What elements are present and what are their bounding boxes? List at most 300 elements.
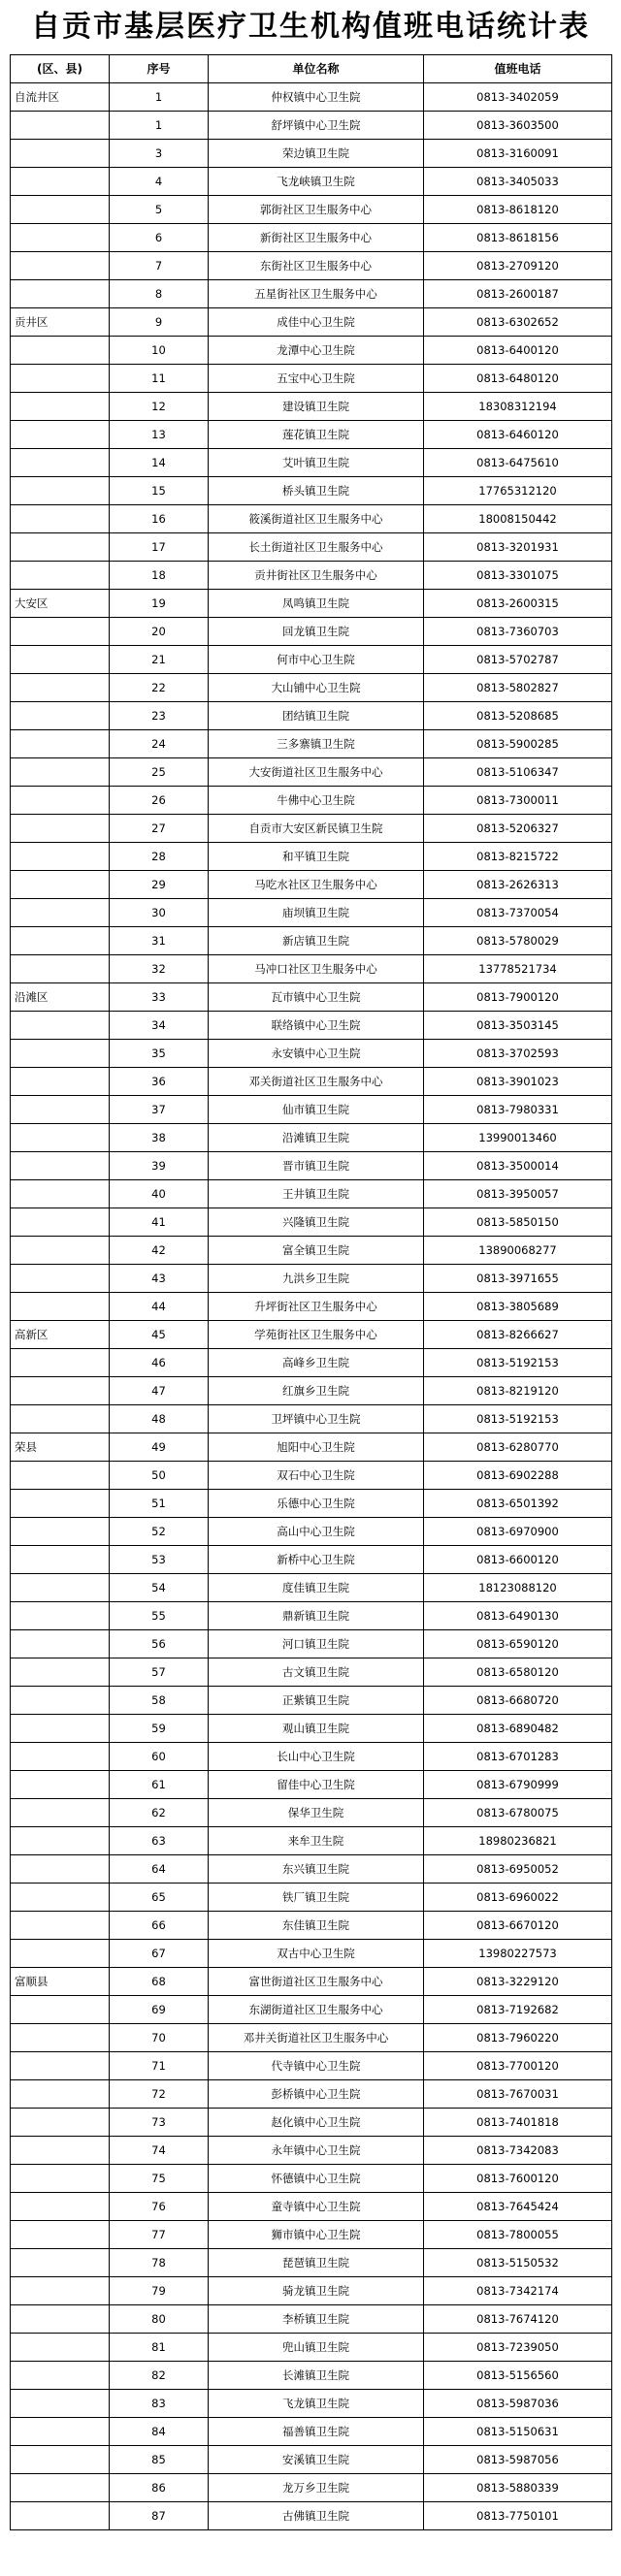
district-cell xyxy=(11,1040,110,1068)
district-cell xyxy=(11,2024,110,2052)
number-cell: 15 xyxy=(110,477,209,505)
number-cell: 54 xyxy=(110,1574,209,1602)
phone-cell: 0813-5987036 xyxy=(424,2390,612,2418)
table-row xyxy=(11,955,612,983)
number-cell: 35 xyxy=(110,1040,209,1068)
unit-name-cell: 晋市镇卫生院 xyxy=(209,1152,424,1180)
document-title: 自贡市基层医疗卫生机构值班电话统计表 xyxy=(31,10,590,44)
number-cell: 20 xyxy=(110,618,209,646)
unit-name-cell: 铁厂镇卫生院 xyxy=(209,1884,424,1912)
number-cell: 71 xyxy=(110,2052,209,2080)
table-row xyxy=(11,815,612,843)
unit-name-cell: 东兴镇卫生院 xyxy=(209,1855,424,1884)
unit-name-cell: 三多寨镇卫生院 xyxy=(209,730,424,758)
district-cell xyxy=(11,871,110,899)
district-cell xyxy=(11,2193,110,2221)
phone-cell: 0813-7800055 xyxy=(424,2221,612,2249)
district-cell xyxy=(11,2109,110,2137)
number-cell: 45 xyxy=(110,1321,209,1349)
number-cell: 64 xyxy=(110,1855,209,1884)
table-row xyxy=(11,2249,612,2277)
table-row xyxy=(11,1180,612,1208)
number-cell: 16 xyxy=(110,505,209,533)
number-cell: 8 xyxy=(110,280,209,308)
phone-cell: 0813-7600120 xyxy=(424,2165,612,2193)
table-row xyxy=(11,2277,612,2305)
phone-cell: 0813-7300011 xyxy=(424,787,612,815)
unit-name-cell: 龙万乡卫生院 xyxy=(209,2474,424,2502)
phone-cell: 13980227573 xyxy=(424,1940,612,1968)
unit-name-cell: 九洪乡卫生院 xyxy=(209,1265,424,1293)
unit-name-cell: 马冲口社区卫生服务中心 xyxy=(209,955,424,983)
phone-cell: 0813-6480120 xyxy=(424,365,612,393)
table-row xyxy=(11,2137,612,2165)
district-cell xyxy=(11,1096,110,1124)
district-cell xyxy=(11,1124,110,1152)
district-cell xyxy=(11,1068,110,1096)
unit-name-cell: 马吃水社区卫生服务中心 xyxy=(209,871,424,899)
unit-name-cell: 正紫镇卫生院 xyxy=(209,1687,424,1715)
number-cell: 41 xyxy=(110,1208,209,1237)
unit-name-cell: 长滩镇卫生院 xyxy=(209,2362,424,2390)
table-row xyxy=(11,646,612,674)
number-cell: 70 xyxy=(110,2024,209,2052)
phone-cell: 0813-7370054 xyxy=(424,899,612,927)
unit-name-cell: 新街社区卫生服务中心 xyxy=(209,224,424,252)
table-row xyxy=(11,1799,612,1827)
table-row xyxy=(11,843,612,871)
unit-name-cell: 学苑街社区卫生服务中心 xyxy=(209,1321,424,1349)
unit-name-cell: 五宝中心卫生院 xyxy=(209,365,424,393)
number-cell: 60 xyxy=(110,1743,209,1771)
phone-cell: 0813-7700120 xyxy=(424,2052,612,2080)
district-cell xyxy=(11,280,110,308)
district-cell xyxy=(11,1799,110,1827)
number-cell: 65 xyxy=(110,1884,209,1912)
number-cell: 56 xyxy=(110,1630,209,1658)
unit-name-cell: 狮市镇中心卫生院 xyxy=(209,2221,424,2249)
number-cell: 63 xyxy=(110,1827,209,1855)
phone-cell: 0813-6680720 xyxy=(424,1687,612,1715)
table-row xyxy=(11,337,612,365)
phone-cell: 0813-6280770 xyxy=(424,1433,612,1462)
phone-cell: 0813-6400120 xyxy=(424,337,612,365)
phone-cell: 0813-5900285 xyxy=(424,730,612,758)
unit-name-cell: 代寺镇中心卫生院 xyxy=(209,2052,424,2080)
unit-name-cell: 郭街社区卫生服务中心 xyxy=(209,196,424,224)
table-row xyxy=(11,449,612,477)
district-cell xyxy=(11,196,110,224)
phone-cell: 0813-5156560 xyxy=(424,2362,612,2390)
phone-cell: 0813-3603500 xyxy=(424,112,612,140)
unit-name-cell: 凤鸣镇卫生院 xyxy=(209,590,424,618)
phone-cell: 0813-3702593 xyxy=(424,1040,612,1068)
district-cell xyxy=(11,2390,110,2418)
table-row xyxy=(11,899,612,927)
district-cell xyxy=(11,1012,110,1040)
phone-cell: 0813-5150532 xyxy=(424,2249,612,2277)
district-cell xyxy=(11,562,110,590)
district-cell xyxy=(11,140,110,168)
unit-name-cell: 赵化镇中心卫生院 xyxy=(209,2109,424,2137)
district-cell xyxy=(11,1574,110,1602)
district-cell xyxy=(11,1265,110,1293)
district-cell xyxy=(11,899,110,927)
phone-cell: 0813-8266627 xyxy=(424,1321,612,1349)
unit-name-cell: 联络镇中心卫生院 xyxy=(209,1012,424,1040)
unit-name-cell: 艾叶镇卫生院 xyxy=(209,449,424,477)
unit-name-cell: 新桥中心卫生院 xyxy=(209,1546,424,1574)
table-row xyxy=(11,1293,612,1321)
number-cell: 26 xyxy=(110,787,209,815)
number-cell: 83 xyxy=(110,2390,209,2418)
table-row xyxy=(11,1405,612,1433)
table-row xyxy=(11,1884,612,1912)
unit-name-cell: 古佛镇卫生院 xyxy=(209,2502,424,2530)
table-row xyxy=(11,2109,612,2137)
number-cell: 57 xyxy=(110,1658,209,1687)
phone-cell: 0813-3301075 xyxy=(424,562,612,590)
unit-name-cell: 庙坝镇卫生院 xyxy=(209,899,424,927)
unit-name-cell: 来牟卫生院 xyxy=(209,1827,424,1855)
phone-cell: 0813-5802827 xyxy=(424,674,612,702)
number-cell: 52 xyxy=(110,1518,209,1546)
unit-name-cell: 莲花镇卫生院 xyxy=(209,421,424,449)
unit-name-cell: 飞龙镇卫生院 xyxy=(209,2390,424,2418)
table-row xyxy=(11,1377,612,1405)
unit-name-cell: 荣边镇卫生院 xyxy=(209,140,424,168)
phone-cell: 0813-3805689 xyxy=(424,1293,612,1321)
unit-name-cell: 新店镇卫生院 xyxy=(209,927,424,955)
number-cell: 28 xyxy=(110,843,209,871)
number-cell: 78 xyxy=(110,2249,209,2277)
unit-name-cell: 升坪街社区卫生服务中心 xyxy=(209,1293,424,1321)
district-cell xyxy=(11,1518,110,1546)
number-cell: 86 xyxy=(110,2474,209,2502)
unit-name-cell: 长土街道社区卫生服务中心 xyxy=(209,533,424,562)
unit-name-cell: 沿滩镇卫生院 xyxy=(209,1124,424,1152)
table-row xyxy=(11,365,612,393)
district-cell: 高新区 xyxy=(11,1321,110,1349)
number-cell: 24 xyxy=(110,730,209,758)
phone-cell: 0813-7342083 xyxy=(424,2137,612,2165)
district-cell xyxy=(11,112,110,140)
number-cell: 25 xyxy=(110,758,209,787)
table-row xyxy=(11,927,612,955)
number-cell: 79 xyxy=(110,2277,209,2305)
phone-cell: 0813-3160091 xyxy=(424,140,612,168)
number-cell: 31 xyxy=(110,927,209,955)
district-cell xyxy=(11,2277,110,2305)
unit-name-cell: 骑龙镇卫生院 xyxy=(209,2277,424,2305)
phone-cell: 0813-3901023 xyxy=(424,1068,612,1096)
district-cell xyxy=(11,2474,110,2502)
unit-name-cell: 牛佛中心卫生院 xyxy=(209,787,424,815)
phone-cell: 0813-5150631 xyxy=(424,2418,612,2446)
table-row xyxy=(11,1462,612,1490)
unit-name-cell: 永安镇中心卫生院 xyxy=(209,1040,424,1068)
header-unit-name: 单位名称 xyxy=(209,55,424,83)
table-row xyxy=(11,477,612,505)
phone-cell: 0813-6902288 xyxy=(424,1462,612,1490)
table-row xyxy=(11,2221,612,2249)
district-cell xyxy=(11,1152,110,1180)
district-cell xyxy=(11,1996,110,2024)
phone-cell: 0813-7900120 xyxy=(424,983,612,1012)
table-row xyxy=(11,1968,612,1996)
number-cell: 36 xyxy=(110,1068,209,1096)
district-cell xyxy=(11,1912,110,1940)
phone-cell: 0813-6780075 xyxy=(424,1799,612,1827)
table-row xyxy=(11,2334,612,2362)
table-row xyxy=(11,2502,612,2530)
table-row xyxy=(11,83,612,112)
unit-name-cell: 度佳镇卫生院 xyxy=(209,1574,424,1602)
table-row xyxy=(11,2024,612,2052)
phone-cell: 0813-6501392 xyxy=(424,1490,612,1518)
district-cell xyxy=(11,1180,110,1208)
number-cell: 21 xyxy=(110,646,209,674)
district-cell: 富顺县 xyxy=(11,1968,110,1996)
district-cell xyxy=(11,1771,110,1799)
number-cell: 32 xyxy=(110,955,209,983)
table-row xyxy=(11,1940,612,1968)
district-cell xyxy=(11,1855,110,1884)
unit-name-cell: 红旗乡卫生院 xyxy=(209,1377,424,1405)
number-cell: 6 xyxy=(110,224,209,252)
district-cell xyxy=(11,1940,110,1968)
phone-cell: 0813-6590120 xyxy=(424,1630,612,1658)
phone-cell: 0813-2626313 xyxy=(424,871,612,899)
district-cell xyxy=(11,927,110,955)
phone-cell: 0813-5850150 xyxy=(424,1208,612,1237)
unit-name-cell: 飞龙峡镇卫生院 xyxy=(209,168,424,196)
unit-name-cell: 高峰乡卫生院 xyxy=(209,1349,424,1377)
district-cell xyxy=(11,758,110,787)
phone-cell: 0813-7674120 xyxy=(424,2305,612,2334)
phone-cell: 0813-5780029 xyxy=(424,927,612,955)
table-row xyxy=(11,1096,612,1124)
unit-name-cell: 双石中心卫生院 xyxy=(209,1462,424,1490)
table-row xyxy=(11,1265,612,1293)
number-cell: 1 xyxy=(110,83,209,112)
unit-name-cell: 和平镇卫生院 xyxy=(209,843,424,871)
phone-cell: 0813-7401818 xyxy=(424,2109,612,2137)
table-row xyxy=(11,1771,612,1799)
number-cell: 3 xyxy=(110,140,209,168)
header-number: 序号 xyxy=(110,55,209,83)
table-row xyxy=(11,533,612,562)
table-row xyxy=(11,168,612,196)
phone-cell: 0813-7192682 xyxy=(424,1996,612,2024)
phone-cell: 0813-6460120 xyxy=(424,421,612,449)
district-cell xyxy=(11,2249,110,2277)
phone-cell: 0813-7239050 xyxy=(424,2334,612,2362)
unit-name-cell: 河口镇卫生院 xyxy=(209,1630,424,1658)
phone-cell: 13778521734 xyxy=(424,955,612,983)
phone-cell: 0813-7342174 xyxy=(424,2277,612,2305)
district-cell xyxy=(11,1405,110,1433)
table-row xyxy=(11,2193,612,2221)
table-row xyxy=(11,1827,612,1855)
table-row xyxy=(11,2305,612,2334)
number-cell: 66 xyxy=(110,1912,209,1940)
unit-name-cell: 兜山镇卫生院 xyxy=(209,2334,424,2362)
table-row xyxy=(11,1012,612,1040)
table-row xyxy=(11,2446,612,2474)
number-cell: 48 xyxy=(110,1405,209,1433)
table-row xyxy=(11,2362,612,2390)
district-cell xyxy=(11,224,110,252)
phone-cell: 0813-2600315 xyxy=(424,590,612,618)
unit-name-cell: 观山镇卫生院 xyxy=(209,1715,424,1743)
number-cell: 87 xyxy=(110,2502,209,2530)
number-cell: 33 xyxy=(110,983,209,1012)
phone-cell: 0813-6670120 xyxy=(424,1912,612,1940)
unit-name-cell: 双古中心卫生院 xyxy=(209,1940,424,1968)
table-row xyxy=(11,140,612,168)
district-cell xyxy=(11,2446,110,2474)
table-row xyxy=(11,2165,612,2193)
number-cell: 10 xyxy=(110,337,209,365)
phone-cell: 0813-3950057 xyxy=(424,1180,612,1208)
table-row xyxy=(11,196,612,224)
number-cell: 44 xyxy=(110,1293,209,1321)
number-cell: 53 xyxy=(110,1546,209,1574)
phone-cell: 0813-5192153 xyxy=(424,1349,612,1377)
district-cell xyxy=(11,815,110,843)
number-cell: 76 xyxy=(110,2193,209,2221)
number-cell: 13 xyxy=(110,421,209,449)
table-row xyxy=(11,1321,612,1349)
district-cell xyxy=(11,337,110,365)
table-row xyxy=(11,1490,612,1518)
district-cell xyxy=(11,2221,110,2249)
unit-name-cell: 龙潭中心卫生院 xyxy=(209,337,424,365)
phone-cell: 13890068277 xyxy=(424,1237,612,1265)
unit-name-cell: 东佳镇卫生院 xyxy=(209,1912,424,1940)
table-row xyxy=(11,1743,612,1771)
number-cell: 68 xyxy=(110,1968,209,1996)
district-cell xyxy=(11,449,110,477)
unit-name-cell: 安溪镇卫生院 xyxy=(209,2446,424,2474)
phone-cell: 0813-5208685 xyxy=(424,702,612,730)
table-row xyxy=(11,112,612,140)
unit-name-cell: 大安街道社区卫生服务中心 xyxy=(209,758,424,787)
district-cell xyxy=(11,646,110,674)
phone-cell: 18008150442 xyxy=(424,505,612,533)
unit-name-cell: 筱溪街道社区卫生服务中心 xyxy=(209,505,424,533)
phone-cell: 0813-2709120 xyxy=(424,252,612,280)
district-cell xyxy=(11,2080,110,2109)
number-cell: 30 xyxy=(110,899,209,927)
table-row xyxy=(11,1574,612,1602)
phone-cell: 0813-8618120 xyxy=(424,196,612,224)
phone-cell: 0813-8215722 xyxy=(424,843,612,871)
table-row xyxy=(11,787,612,815)
unit-name-cell: 回龙镇卫生院 xyxy=(209,618,424,646)
district-cell xyxy=(11,702,110,730)
phone-cell: 0813-8219120 xyxy=(424,1377,612,1405)
unit-name-cell: 东湖街道社区卫生服务中心 xyxy=(209,1996,424,2024)
unit-name-cell: 保华卫生院 xyxy=(209,1799,424,1827)
unit-name-cell: 团结镇卫生院 xyxy=(209,702,424,730)
table-row xyxy=(11,590,612,618)
unit-name-cell: 留佳中心卫生院 xyxy=(209,1771,424,1799)
table-row xyxy=(11,1208,612,1237)
district-cell: 荣县 xyxy=(11,1433,110,1462)
unit-name-cell: 富世街道社区卫生服务中心 xyxy=(209,1968,424,1996)
table-row xyxy=(11,702,612,730)
phone-cell: 0813-3201931 xyxy=(424,533,612,562)
table-row xyxy=(11,562,612,590)
number-cell: 19 xyxy=(110,590,209,618)
phone-cell: 0813-6970900 xyxy=(424,1518,612,1546)
district-cell xyxy=(11,2137,110,2165)
unit-name-cell: 古文镇卫生院 xyxy=(209,1658,424,1687)
phone-cell: 0813-6960022 xyxy=(424,1884,612,1912)
district-cell xyxy=(11,533,110,562)
unit-name-cell: 何市中心卫生院 xyxy=(209,646,424,674)
table-header-row xyxy=(11,55,612,83)
district-cell xyxy=(11,2052,110,2080)
phone-cell: 0813-8618156 xyxy=(424,224,612,252)
phone-cell: 0813-6490130 xyxy=(424,1602,612,1630)
number-cell: 22 xyxy=(110,674,209,702)
table-row xyxy=(11,618,612,646)
phone-cell: 0813-5702787 xyxy=(424,646,612,674)
phone-cell: 0813-6580120 xyxy=(424,1658,612,1687)
unit-name-cell: 富全镇卫生院 xyxy=(209,1237,424,1265)
number-cell: 84 xyxy=(110,2418,209,2446)
number-cell: 81 xyxy=(110,2334,209,2362)
number-cell: 43 xyxy=(110,1265,209,1293)
number-cell: 58 xyxy=(110,1687,209,1715)
number-cell: 75 xyxy=(110,2165,209,2193)
unit-name-cell: 乐德中心卫生院 xyxy=(209,1490,424,1518)
table-row xyxy=(11,393,612,421)
number-cell: 47 xyxy=(110,1377,209,1405)
district-cell xyxy=(11,2502,110,2530)
number-cell: 51 xyxy=(110,1490,209,1518)
header-district: (区、县) xyxy=(11,55,110,83)
number-cell: 77 xyxy=(110,2221,209,2249)
phone-cell: 0813-7360703 xyxy=(424,618,612,646)
number-cell: 23 xyxy=(110,702,209,730)
district-cell xyxy=(11,365,110,393)
district-cell xyxy=(11,2418,110,2446)
phone-cell: 0813-7670031 xyxy=(424,2080,612,2109)
number-cell: 9 xyxy=(110,308,209,337)
number-cell: 85 xyxy=(110,2446,209,2474)
table-row xyxy=(11,674,612,702)
district-cell xyxy=(11,168,110,196)
number-cell: 55 xyxy=(110,1602,209,1630)
phone-cell: 0813-2600187 xyxy=(424,280,612,308)
district-cell xyxy=(11,2165,110,2193)
district-cell xyxy=(11,2362,110,2390)
district-cell xyxy=(11,1884,110,1912)
number-cell: 14 xyxy=(110,449,209,477)
unit-name-cell: 建设镇卫生院 xyxy=(209,393,424,421)
unit-name-cell: 永年镇中心卫生院 xyxy=(209,2137,424,2165)
phone-cell: 0813-6302652 xyxy=(424,308,612,337)
phone-table xyxy=(10,54,612,2530)
table-row xyxy=(11,1602,612,1630)
phone-cell: 13990013460 xyxy=(424,1124,612,1152)
unit-name-cell: 成佳中心卫生院 xyxy=(209,308,424,337)
number-cell: 39 xyxy=(110,1152,209,1180)
